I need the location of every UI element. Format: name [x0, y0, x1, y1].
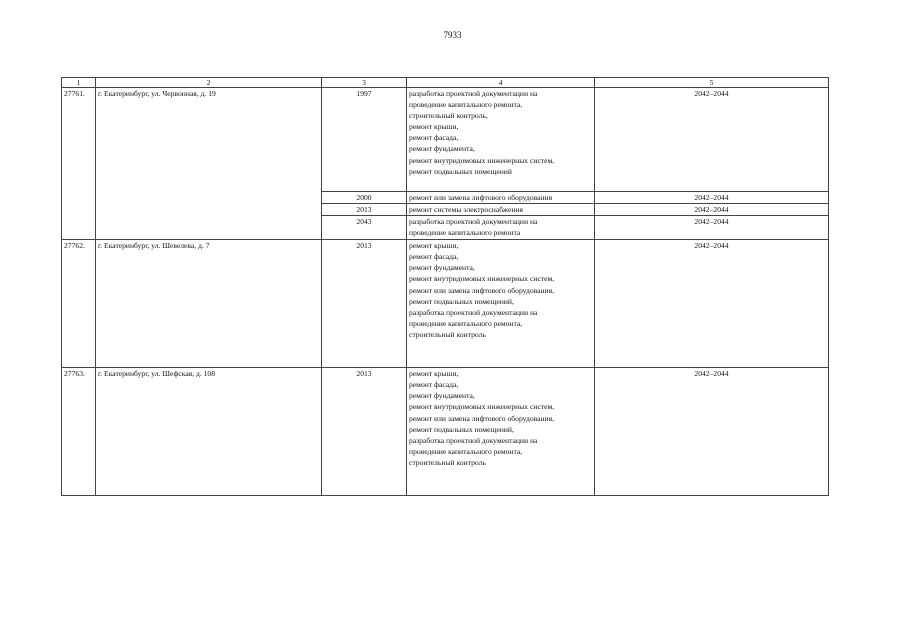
work-line: строительный контроль, [409, 111, 488, 121]
header-row [62, 78, 829, 88]
work-line: ремонт фундамента, [409, 144, 475, 154]
header-cell-1: 1 [62, 78, 96, 88]
work-line: ремонт крыши, [409, 369, 459, 379]
work-line: проведение капитального ремонта [409, 228, 521, 238]
work-term: 2042–2044 [595, 204, 829, 216]
table-row [62, 88, 829, 192]
work-line: ремонт подвальных помещений, [409, 296, 514, 306]
work-term: 2042–2044 [595, 192, 829, 204]
work-year: 2013 [322, 240, 407, 368]
header-cell-4: 4 [407, 78, 595, 88]
record-address: г. Екатеринбург, ул. Шефская, д. 108 [96, 368, 322, 496]
record-number: 27762. [62, 240, 96, 368]
capital-repair-table [61, 77, 829, 496]
record-address: г. Екатеринбург, ул. Червонная, д. 19 [96, 88, 322, 240]
work-description [407, 88, 595, 192]
work-year: 1997 [322, 88, 407, 192]
work-term: 2042–2044 [595, 216, 829, 240]
work-year: 2013 [322, 204, 407, 216]
work-year: 2013 [322, 368, 407, 496]
work-term: 2042–2044 [595, 368, 829, 496]
work-line: строительный контроль [409, 457, 486, 467]
header-cell-5: 5 [595, 78, 829, 88]
work-line: ремонт фундамента, [409, 263, 475, 273]
work-line: ремонт внутридомовых инженерных систем, [409, 274, 555, 284]
work-line: ремонт фасада, [409, 380, 459, 390]
work-line: ремонт или замена лифтового оборудования, [409, 285, 554, 295]
work-line: ремонт крыши, [409, 122, 459, 132]
work-line: разработка проектной документации на [409, 89, 538, 98]
work-line: строительный контроль [409, 329, 486, 339]
work-line: ремонт внутридомовых инженерных систем, [409, 402, 555, 412]
work-line: ремонт подвальных помещений, [409, 424, 514, 434]
work-description [407, 216, 595, 240]
work-year: 2043 [322, 216, 407, 240]
work-line: разработка проектной документации на [409, 307, 538, 317]
work-description [407, 204, 595, 216]
header-cell-3: 3 [322, 78, 407, 88]
work-line: проведение капитального ремонта, [409, 318, 523, 328]
work-year: 2000 [322, 192, 407, 204]
work-line: ремонт фундамента, [409, 391, 475, 401]
work-description [407, 240, 595, 368]
work-term: 2042–2044 [595, 88, 829, 192]
page-number: 7933 [443, 30, 462, 40]
work-term: 2042–2044 [595, 240, 829, 368]
record-number: 27763. [62, 368, 96, 496]
table-row [62, 240, 829, 368]
work-line: проведение капитального ремонта, [409, 100, 523, 110]
work-line: ремонт или замена лифтового оборудования, [409, 413, 554, 423]
header-cell-2: 2 [96, 78, 322, 88]
work-line: разработка проектной документации на [409, 435, 538, 445]
work-line: проведение капитального ремонта, [409, 446, 523, 456]
work-line: ремонт системы электроснабжения [409, 205, 524, 215]
work-line: ремонт подвальных помещений [409, 166, 512, 176]
work-line: ремонт крыши, [409, 241, 459, 251]
work-line: ремонт внутридомовых инженерных систем, [409, 155, 555, 165]
work-description [407, 368, 595, 496]
table-row [62, 368, 829, 496]
work-line: ремонт или замена лифтового оборудования [409, 193, 553, 202]
record-number: 27761. [62, 88, 96, 240]
work-line: ремонт фасада, [409, 133, 459, 143]
record-address: г. Екатеринбург, ул. Шевелева, д. 7 [96, 240, 322, 368]
work-line: ремонт фасада, [409, 252, 459, 262]
work-description [407, 192, 595, 204]
work-line: разработка проектной документации на [409, 217, 538, 227]
